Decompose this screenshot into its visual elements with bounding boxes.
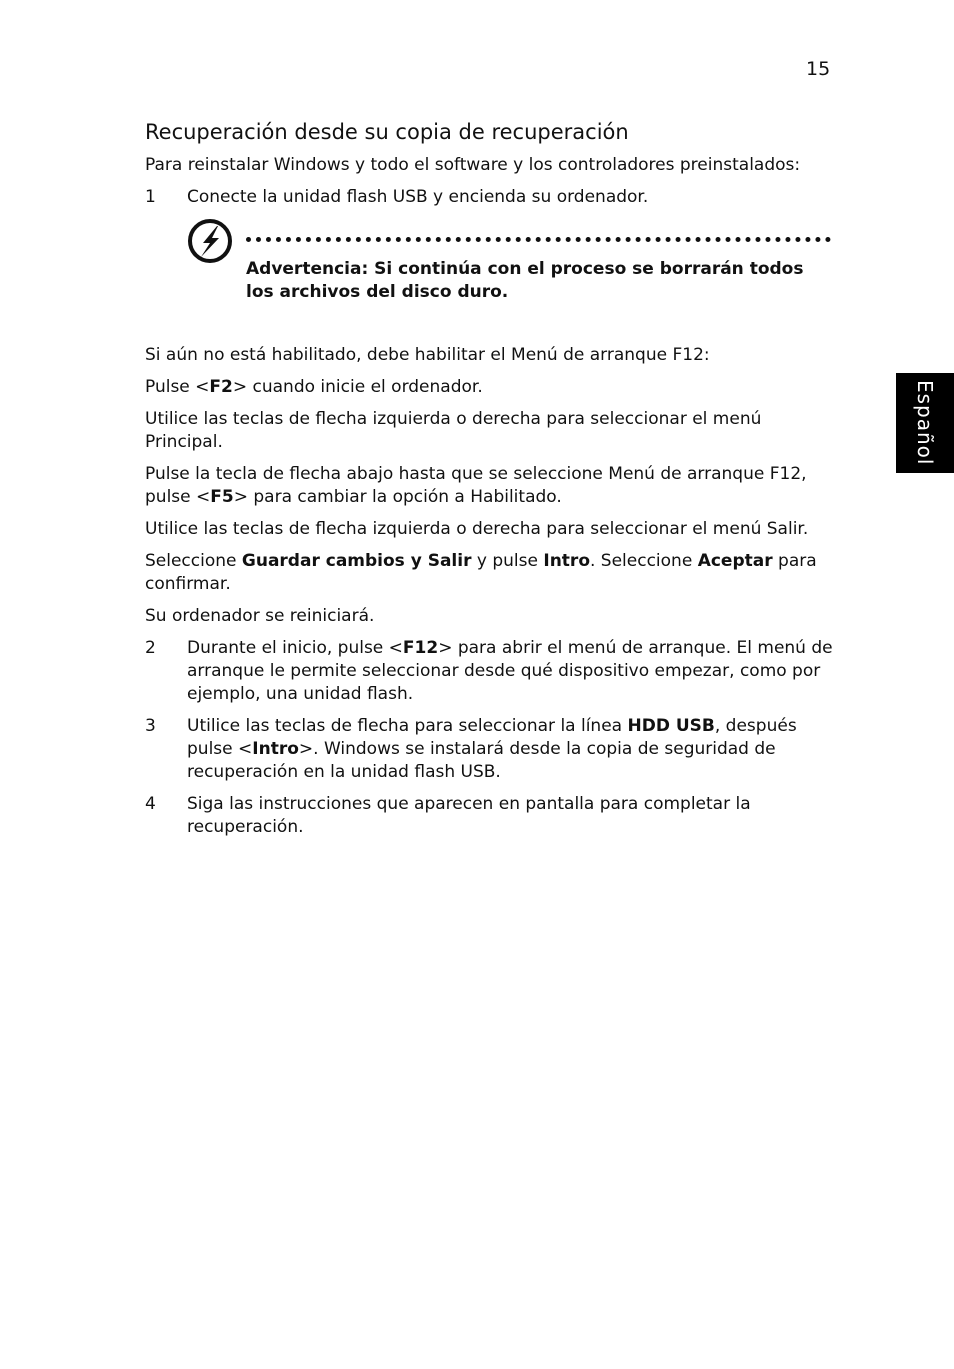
key-intro: Intro [543,551,590,571]
enable-paragraph: Si aún no está habilitado, debe habilitar el Menú de arranque F12: [145,345,710,365]
restart-paragraph: Su ordenador se reiniciará. [145,606,375,626]
option-save-exit: Guardar cambios y Salir [241,551,472,571]
option-accept: Aceptar [697,551,773,571]
save-paragraph [145,550,835,596]
language-tab [896,373,954,473]
warning-divider [246,237,831,242]
text-run: Pulse la tecla de flecha abajo hasta que se seleccione Menú de arranque F12, pulse < [145,464,807,507]
exit-menu-paragraph: Utilice las teclas de flecha izquierda o derecha para seleccionar el menú Salir. [145,519,809,539]
f5-paragraph [145,463,835,509]
text-run: > para abrir el menú de arranque. El menú de arranque le permite seleccionar desde qué dispositivo empezar, como por ejemplo, una unidad flash. [187,638,833,704]
lightning-warning-icon [187,218,233,264]
step-number: 2 [145,638,156,658]
section-title: Recuperación desde su copia de recuperación [145,120,629,144]
text-run: para confirmar. [145,551,817,594]
text-run: , después pulse < [187,716,797,759]
text-run: Pulse < [145,377,210,397]
key-f2: F2 [209,377,233,397]
step-text: Conecte la unidad flash USB y encienda su ordenador. [187,187,649,207]
step-2 [145,637,835,706]
key-f5: F5 [210,487,234,507]
step-text: Siga las instrucciones que aparecen en pantalla para completar la recuperación. [187,794,751,837]
main-menu-paragraph: Utilice las teclas de flecha izquierda o derecha para seleccionar el menú Principal. [145,409,762,452]
text-run: Durante el inicio, pulse < [187,638,403,658]
step-3 [145,715,835,784]
step-4 [145,793,835,839]
step-number: 1 [145,187,156,207]
option-hdd-usb: HDD USB [627,716,715,736]
key-intro: Intro [252,739,299,759]
intro-paragraph: Para reinstalar Windows y todo el software y los controladores preinstalados: [145,155,801,175]
text-run: Utilice las teclas de flecha para seleccionar la línea [187,716,628,736]
step-text [187,637,835,706]
step-number: 3 [145,716,156,736]
document-body [145,118,835,848]
text-run: Seleccione [145,551,242,571]
step-text [187,715,835,784]
f2-paragraph [145,376,835,399]
key-f12: F12 [402,638,439,658]
text-run: > cuando inicie el ordenador. [232,377,483,397]
page-number: 15 [806,58,831,80]
warning-text: Advertencia: Si continúa con el proceso se borrarán todos los archivos del disco duro. [246,259,804,302]
text-run: >. Windows se instalará desde la copia de seguridad de recuperación en la unidad flash USB. [187,739,776,782]
warning-box [187,218,835,312]
language-tab-label: Español [913,380,937,466]
text-run: . Seleccione [590,551,698,571]
step-number: 4 [145,794,156,814]
step-1 [145,186,835,209]
text-run: y pulse [471,551,544,571]
text-run: > para cambiar la opción a Habilitado. [233,487,562,507]
